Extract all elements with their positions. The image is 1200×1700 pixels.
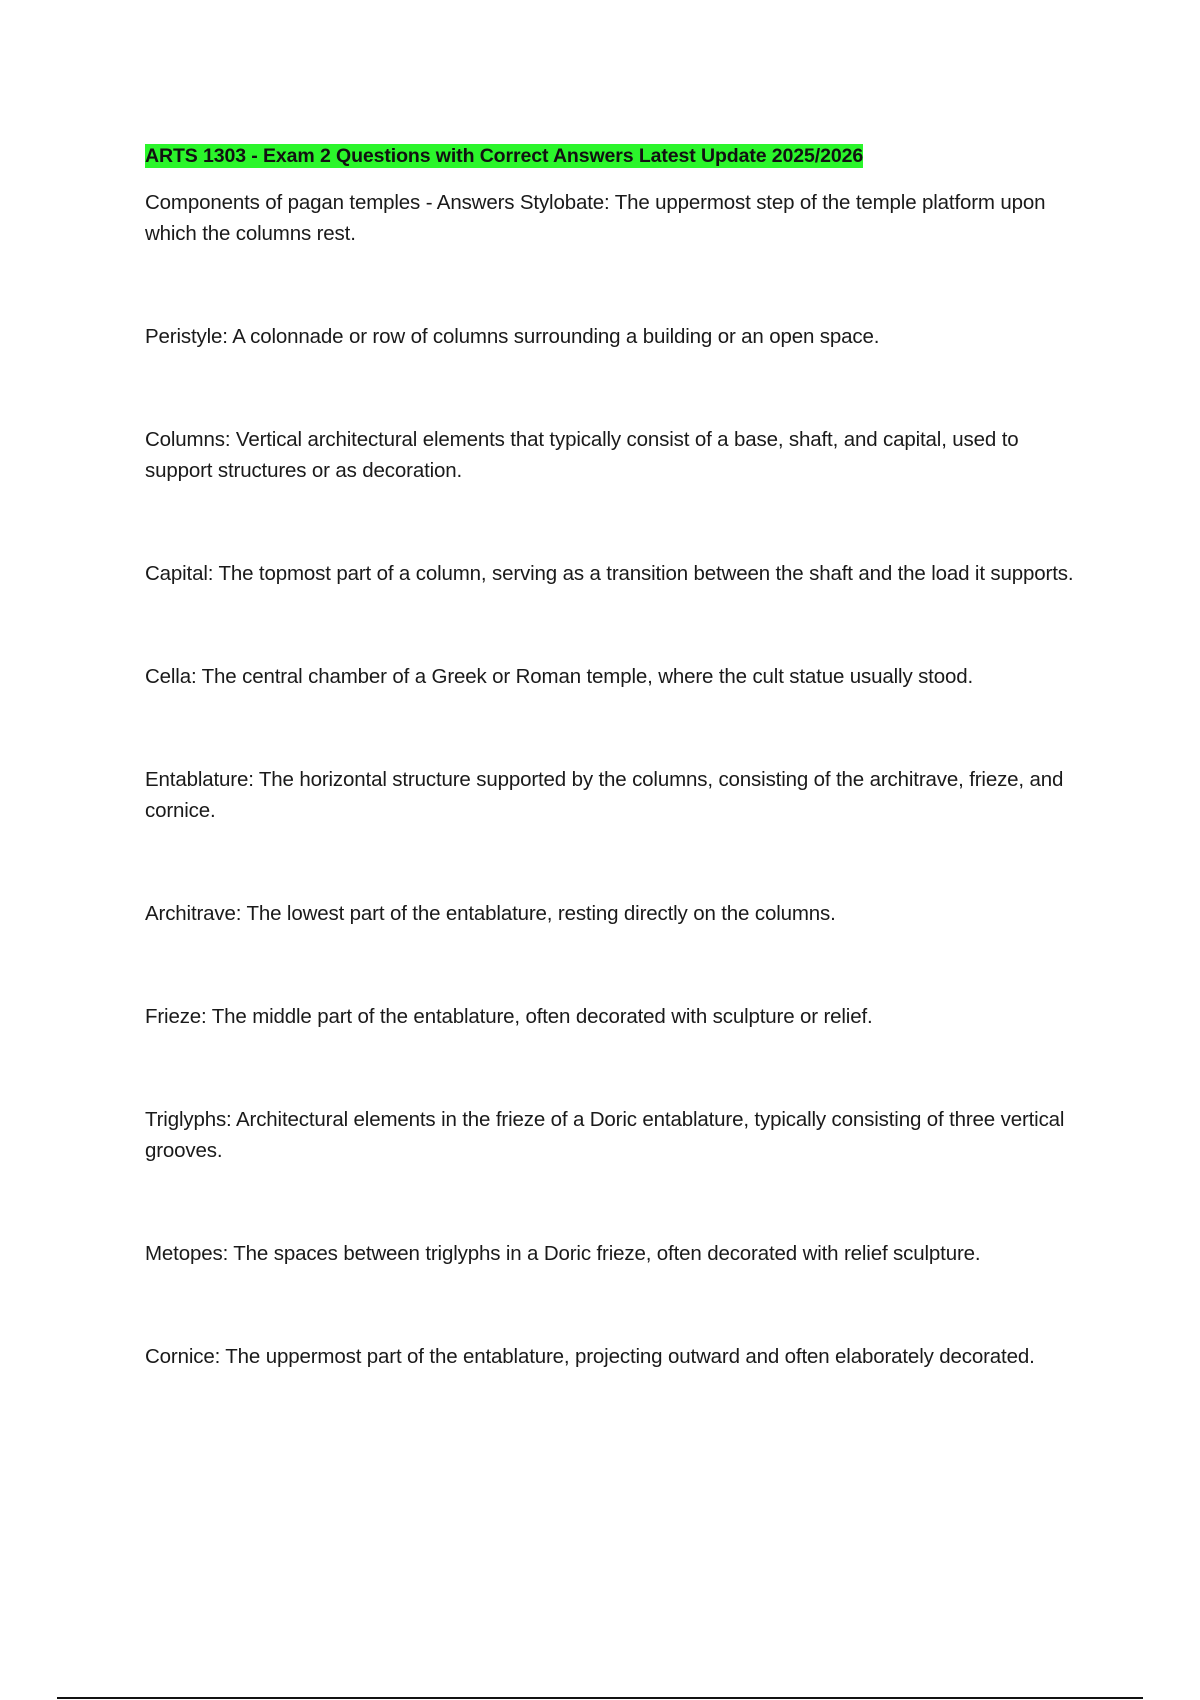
entry-frieze: Frieze: The middle part of the entablature, often decorated with sculpture or relief. [145,1005,873,1028]
entry-metopes: Metopes: The spaces between triglyphs in a Doric frieze, often decorated with relief sculpture. [145,1242,981,1265]
entry-entablature: Entablature: The horizontal structure supported by the columns, consisting of the architrave, frieze, and cornice. [145,768,1064,822]
title-row [145,143,1090,169]
entry-capital: Capital: The topmost part of a column, serving as a transition between the shaft and the load it supports. [145,562,1074,585]
entry-columns: Columns: Vertical architectural elements that typically consist of a base, shaft, and capital, used to support structures or as decoration. [145,428,1019,482]
entry-architrave: Architrave: The lowest part of the entablature, resting directly on the columns. [145,902,836,925]
entry-components-stylobate: Components of pagan temples - Answers Stylobate: The uppermost step of the temple platform upon which the columns rest. [145,191,1046,245]
document-title: ARTS 1303 - Exam 2 Questions with Correct Answers Latest Update 2025/2026 [145,145,864,167]
entry-peristyle: Peristyle: A colonnade or row of columns surrounding a building or an open space. [145,325,880,348]
document-body [145,143,1090,1372]
entry-triglyphs: Triglyphs: Architectural elements in the frieze of a Doric entablature, typically consisting of three vertical grooves. [145,1108,1065,1162]
entry-cella: Cella: The central chamber of a Greek or Roman temple, where the cult statue usually stood. [145,665,974,688]
entry-cornice: Cornice: The uppermost part of the entablature, projecting outward and often elaborately decorated. [145,1345,1035,1368]
footer-divider [57,1697,1143,1699]
